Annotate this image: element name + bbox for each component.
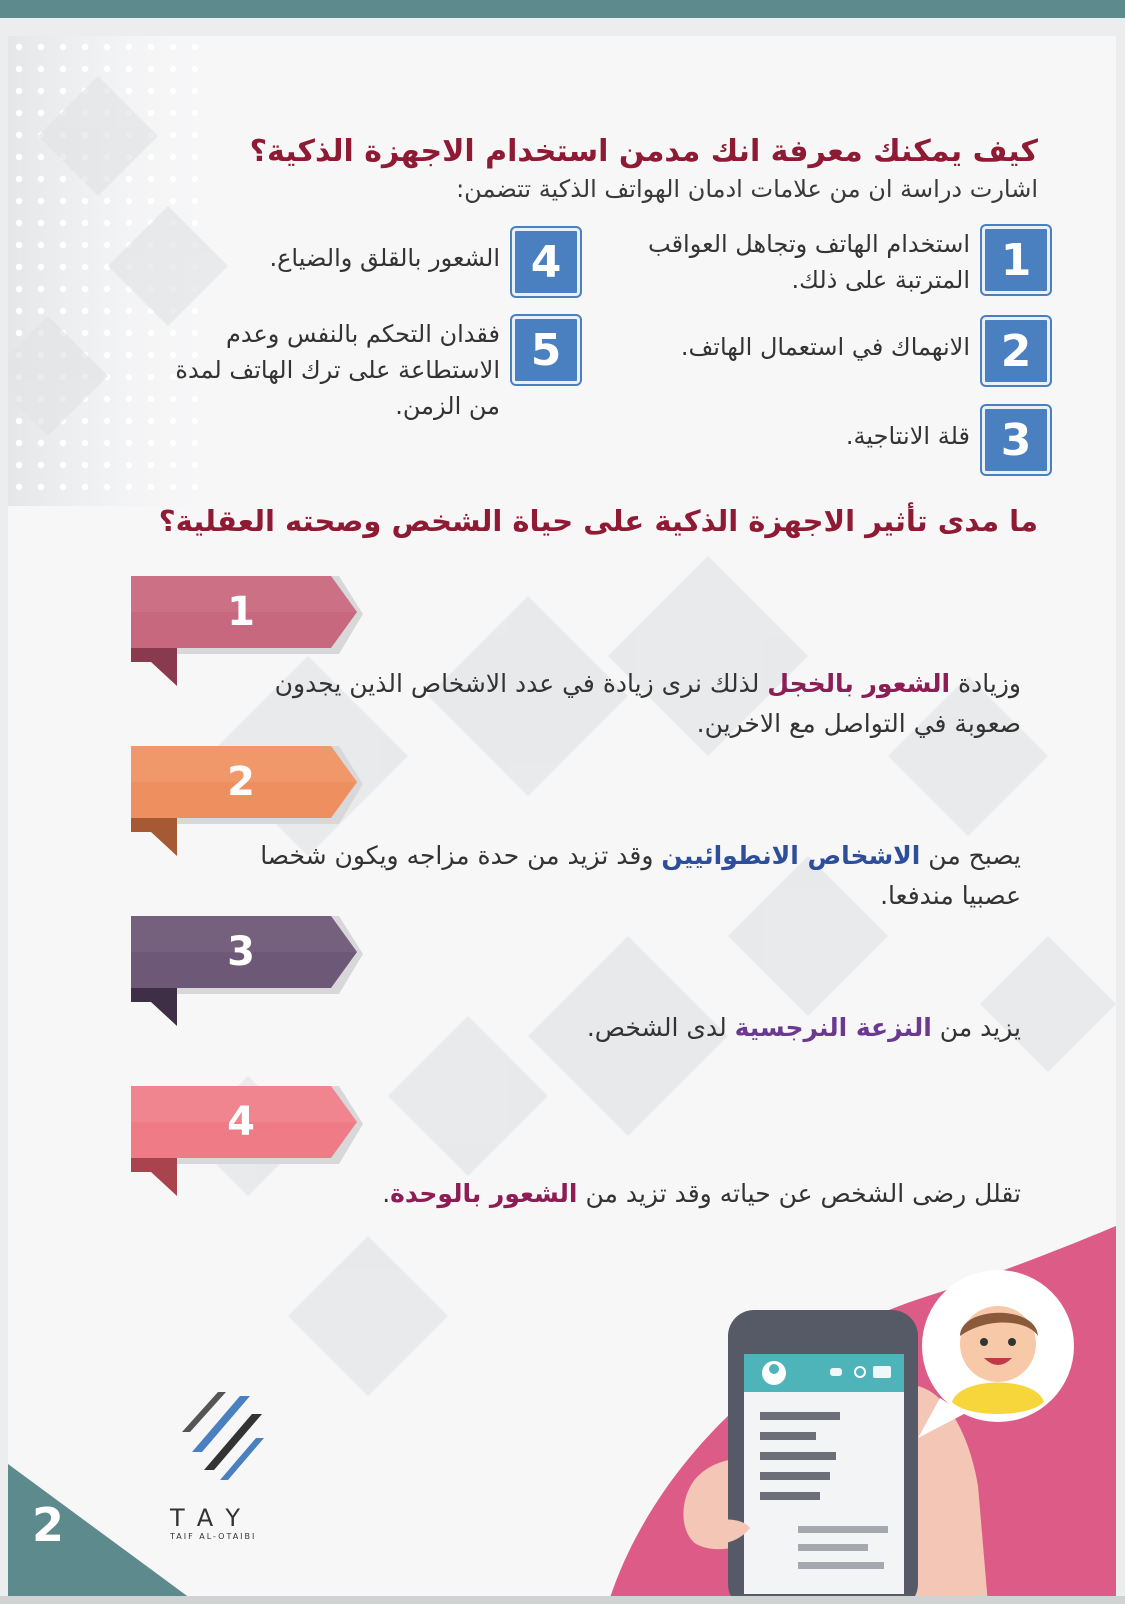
- effect-highlight: الشعور بالوحدة: [390, 1179, 578, 1208]
- intro-text: اشارت دراسة ان من علامات ادمان الهواتف الذكية تتضمن:: [456, 175, 1038, 203]
- symptom-item: [620, 226, 1050, 298]
- ribbon-number: 3: [227, 929, 255, 975]
- symptom-item: [160, 228, 580, 296]
- effect-text-4: [221, 1174, 1021, 1214]
- symptom-item: [160, 316, 580, 424]
- logo-subtitle: TAIF AL-OTAIBI: [170, 1532, 257, 1541]
- ribbon-number: 4: [227, 1099, 255, 1145]
- effect-text-after: لدى الشخص.: [586, 1013, 735, 1042]
- symptom-text: فقدان التحكم بالنفس وعدم الاستطاعة على ترك الهاتف لمدة من الزمن.: [175, 320, 500, 420]
- symptom-item: [620, 406, 1050, 474]
- effect-highlight: الاشخاص الانطوائيين: [661, 841, 921, 870]
- effect-text-after: لذلك نرى زيادة في عدد الاشخاص الذين يجدون صعوبة في التواصل مع الاخرين.: [274, 669, 1021, 738]
- effect-text-1: [221, 664, 1021, 744]
- section-heading-effects: ما مدى تأثير الاجهزة الذكية على حياة الشخص وصحته العقلية؟: [158, 504, 1038, 538]
- effect-text-before: تقلل رضى الشخص عن حياته وقد تزيد من: [577, 1179, 1021, 1208]
- effect-text-before: وزيادة: [950, 669, 1021, 698]
- effect-text-after: وقد تزيد من حدة مزاجه ويكون شخصا عصبيا مندفعا.: [260, 841, 1021, 910]
- symptom-text: الشعور بالقلق والضياع.: [269, 244, 500, 272]
- symptom-text: الانهماك في استعمال الهاتف.: [680, 333, 970, 361]
- symptom-number-badge: 3: [982, 406, 1050, 474]
- effect-text-2: [221, 836, 1021, 916]
- symptom-number-badge: 1: [982, 226, 1050, 294]
- section-heading-addiction-signs: كيف يمكنك معرفة انك مدمن استخدام الاجهزة الذكية؟: [249, 134, 1038, 169]
- effect-text-after: .: [382, 1179, 391, 1208]
- page-number: 2: [32, 1498, 65, 1552]
- effect-text-before: يصبح من: [920, 841, 1021, 870]
- symptom-number-badge: 4: [512, 228, 580, 296]
- top-edge-bar: [0, 0, 1125, 18]
- effect-highlight: النزعة النرجسية: [734, 1013, 932, 1042]
- effect-text-3: [221, 1008, 1021, 1048]
- logo-title: TAY: [170, 1504, 255, 1532]
- logo-mark-icon: [178, 1392, 268, 1492]
- ribbon-number: 2: [227, 759, 255, 805]
- ribbon-number: 1: [227, 589, 255, 635]
- effect-highlight: الشعور بالخجل: [767, 669, 951, 698]
- bottom-edge-bar: [0, 1596, 1125, 1604]
- symptom-number-badge: 2: [982, 317, 1050, 385]
- symptom-number-badge: 5: [512, 316, 580, 384]
- logo: [170, 1504, 256, 1541]
- symptom-text: قلة الانتاجية.: [845, 422, 970, 450]
- document-page: [8, 36, 1116, 1604]
- effect-text-before: يزيد من: [931, 1013, 1021, 1042]
- phone-illustration: [568, 1226, 1116, 1604]
- symptom-text: استخدام الهاتف وتجاهل العواقب المترتبة على ذلك.: [648, 230, 970, 294]
- symptom-item: [620, 317, 1050, 385]
- smartphone-icon: [728, 1310, 918, 1604]
